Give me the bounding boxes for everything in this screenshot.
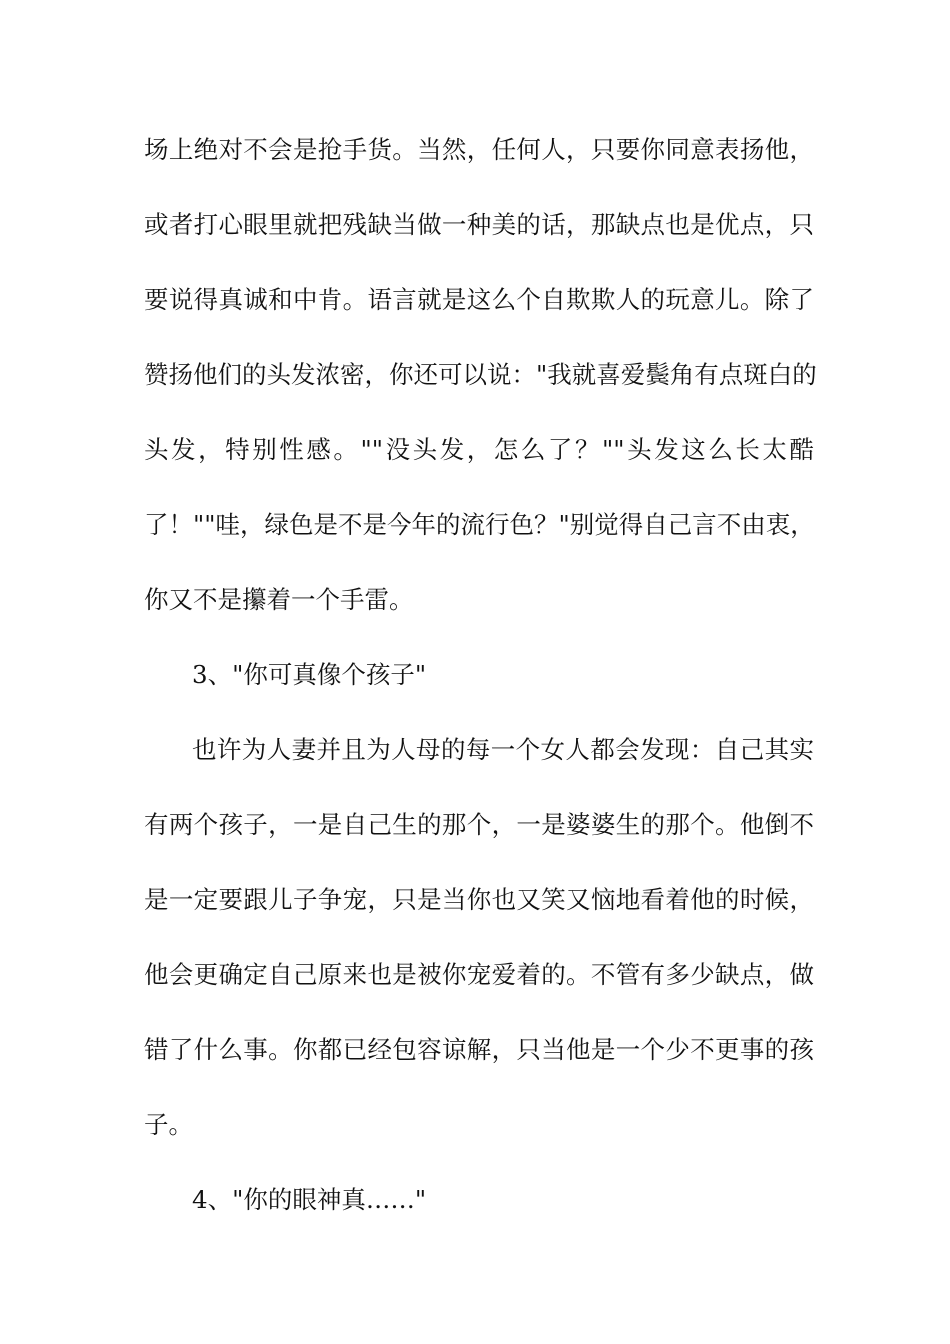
text-line: 头发，特别性感。""没头发，怎么了？""头发这么长太酷 <box>144 435 814 464</box>
section-heading: 4、"你的眼神真……" <box>192 1185 427 1214</box>
text-line: 了！""哇，绿色是不是今年的流行色？"别觉得自己言不由衷， <box>144 510 815 539</box>
text-line: 你又不是攥着一个手雷。 <box>144 585 414 614</box>
text-line: 场上绝对不会是抢手货。当然，任何人，只要你同意表扬他， <box>144 135 814 164</box>
text-line: 也许为人妻并且为人母的每一个女人都会发现：自己其实 <box>192 735 814 764</box>
text-line: 是一定要跟儿子争宠，只是当你也又笑又恼地看着他的时候， <box>144 885 814 914</box>
text-line: 有两个孩子，一是自己生的那个，一是婆婆生的那个。他倒不 <box>144 810 814 839</box>
text-line: 错了什么事。你都已经包容谅解，只当他是一个少不更事的孩 <box>144 1035 814 1064</box>
text-line: 子。 <box>144 1110 193 1139</box>
text-line: 赞扬他们的头发浓密，你还可以说："我就喜爱鬓角有点斑白的 <box>144 360 817 389</box>
text-line: 他会更确定自己原来也是被你宠爱着的。不管有多少缺点，做 <box>144 960 814 989</box>
text-line: 要说得真诚和中肯。语言就是这么个自欺欺人的玩意儿。除了 <box>144 285 814 314</box>
text-line: 或者打心眼里就把残缺当做一种美的话，那缺点也是优点，只 <box>144 210 814 239</box>
section-heading: 3、"你可真像个孩子" <box>192 660 427 689</box>
